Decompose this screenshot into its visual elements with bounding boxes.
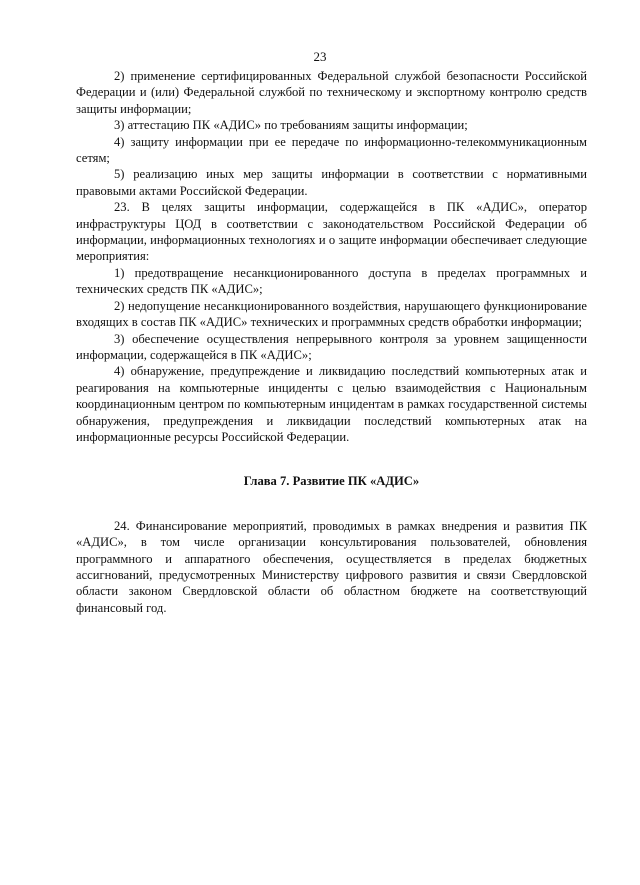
list-item-certified-means: 2) применение сертифицированных Федеральной службой безопасности Российской Федерации и (или) Федеральной службой по техническому и экспортному контролю средств защиты информации; bbox=[76, 69, 587, 116]
list-item-attack-response: 4) обнаружение, предупреждение и ликвидацию последствий компьютерных атак и реагирования на компьютерные инциденты с целью взаимодействия с Национальным координационным центром по компьютерным инцидентам в рамках государственной системы обнаружения, предупреждения и ликвидации последствий компьютерных атак на информационные ресурсы Российской Федерации. bbox=[76, 364, 587, 444]
clause-24-financing: 24. Финансирование мероприятий, проводимых в рамках внедрения и развития ПК «АДИС», в том числе организации консультирования пользователей, обновления программного и аппаратного обеспечения, осуществляется в пределах бюджетных ассигнований, предусмотренных Министерству цифрового развития и связи Свердловской области законом Свердловской области об областном бюджете на соответствующий финансовый год. bbox=[76, 518, 587, 615]
list-item-other-measures: 5) реализацию иных мер защиты информации в соответствии с нормативными правовыми актами Российской Федерации. bbox=[76, 167, 587, 198]
page-number: 23 bbox=[313, 49, 327, 64]
chapter-heading: Глава 7. Развитие ПК «АДИС» bbox=[243, 474, 420, 489]
list-item-continuous-control: 3) обеспечение осуществления непрерывного контроля за уровнем защищенности информации, содержащейся в ПК «АДИС»; bbox=[76, 331, 587, 362]
page-body bbox=[76, 68, 587, 616]
list-item-attestation: 3) аттестацию ПК «АДИС» по требованиям защиты информации; bbox=[114, 118, 468, 133]
list-item-prevent-access: 1) предотвращение несанкционированного доступа в пределах программных и технических средств ПК «АДИС»; bbox=[76, 265, 587, 297]
clause-23-intro: 23. В целях защиты информации, содержащейся в ПК «АДИС», оператор инфраструктуры ЦОД в соответствии с законодательством Российской Федерации об информации, информационных технологиях и о защите информации обеспечивает следующие мероприятия: bbox=[76, 200, 587, 264]
list-item-transmission-protection: 4) защиту информации при ее передаче по информационно-телекоммуникационным сетям; bbox=[76, 134, 587, 166]
list-item-prevent-impact: 2) недопущение несанкционированного воздействия, нарушающего функционирование входящих в состав ПК «АДИС» технических и программных средств обработки информации; bbox=[76, 298, 587, 330]
